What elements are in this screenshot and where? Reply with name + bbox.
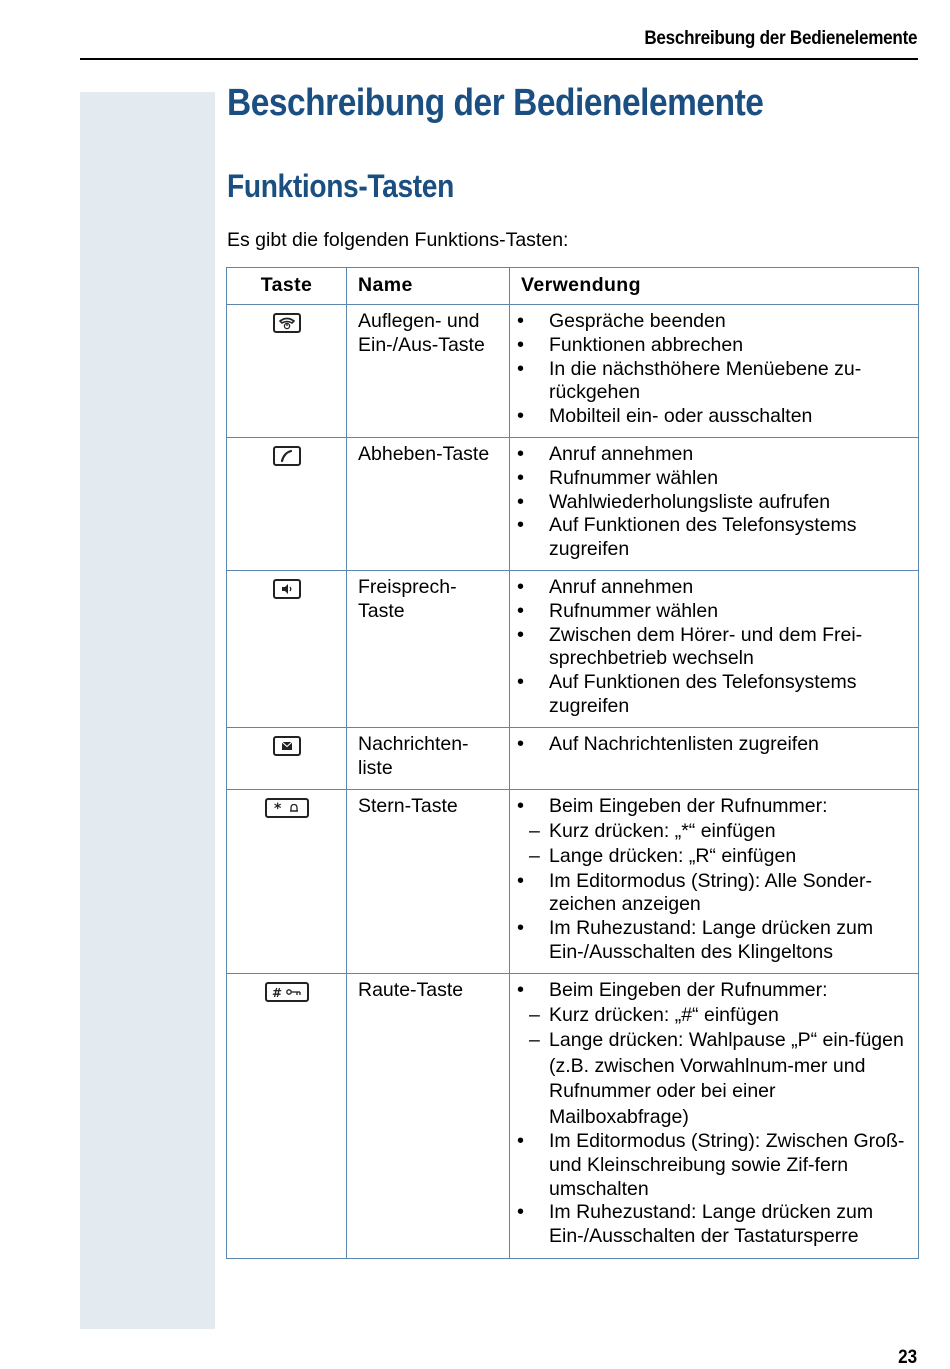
usage-subitem: – Kurz drücken: „*“ einfügen (529, 819, 914, 845)
svg-text:#: # (271, 985, 282, 1000)
key-name-line: Abheben-Taste (358, 443, 490, 465)
usage-item: • Zwischen dem Hörer- und dem Frei-sprechbetrieb wechseln (510, 624, 914, 672)
key-name-line: Ein-/Aus-Taste (358, 333, 485, 356)
usage-item: • Anruf annehmen (510, 576, 914, 600)
usage-item-text: • Beim Eingeben der Rufnummer: (549, 794, 828, 817)
key-name-line: Freisprech- (358, 575, 457, 598)
usage-item: • In die nächsthöhere Menüebene zu-rückgehen (510, 358, 914, 406)
speaker-key-icon (273, 579, 301, 599)
key-usage (510, 727, 919, 789)
key-cell (227, 973, 347, 1258)
column-header-use: Verwendung (510, 268, 919, 305)
intro-text: Es gibt die folgenden Funktions-Tasten: (227, 229, 569, 251)
column-header-key: Taste (227, 268, 347, 305)
section-title: Funktions-Tasten (227, 168, 454, 204)
key-name-line: Auflegen- und (358, 310, 480, 332)
usage-item: • Gespräche beenden (510, 310, 914, 334)
usage-item: • Im Editormodus (String): Zwischen Groß- und Kleinschreibung sowie Zif-fern umschalten (510, 1130, 914, 1201)
column-header-name: Name (347, 268, 510, 305)
key-cell (227, 570, 347, 727)
key-name (347, 438, 510, 571)
table-row (227, 305, 919, 438)
hash-key-icon (265, 982, 309, 1002)
usage-item: • Im Editormodus (String): Alle Sonder-zeichen anzeigen (510, 870, 914, 918)
usage-item-text: • Beim Eingeben der Rufnummer: (549, 978, 828, 1001)
usage-item (510, 795, 914, 870)
usage-item: • Auf Nachrichtenlisten zugreifen (510, 733, 914, 757)
key-cell (227, 789, 347, 973)
page-number: 23 (897, 1347, 917, 1368)
usage-item: • Anruf annehmen (510, 443, 914, 467)
table-row (227, 727, 919, 789)
usage-item: • Auf Funktionen des Telefonsystems zugreifen (510, 514, 914, 562)
usage-item: • Im Ruhezustand: Lange drücken zum Ein-/Ausschalten des Klingeltons (510, 917, 914, 965)
key-name-line: Nachrichten- (358, 732, 469, 755)
key-usage (510, 789, 919, 973)
key-name-line: Raute-Taste (358, 978, 464, 1001)
table-row (227, 973, 919, 1258)
key-name-line: Taste (358, 599, 405, 622)
key-cell (227, 727, 347, 789)
star-key-icon (265, 798, 309, 818)
usage-item: • Rufnummer wählen (510, 600, 914, 624)
key-cell (227, 305, 347, 438)
usage-subitem: – Lange drücken: „R“ einfügen (529, 844, 914, 870)
table-row (227, 438, 919, 571)
message-key-icon (273, 736, 301, 756)
key-name-line: Stern-Taste (358, 794, 458, 817)
key-usage (510, 305, 919, 438)
off-hook-key-icon (273, 446, 301, 466)
table-row (227, 570, 919, 727)
table-row (227, 789, 919, 973)
key-name-line: liste (358, 756, 393, 779)
key-name (347, 789, 510, 973)
key-cell (227, 438, 347, 571)
usage-item: • Auf Funktionen des Telefonsystems zugreifen (510, 671, 914, 719)
page-title: Beschreibung der Bedienelemente (227, 82, 764, 124)
function-keys-table (226, 267, 919, 1259)
usage-item: • Wahlwiederholungsliste aufrufen (510, 491, 914, 515)
key-name (347, 570, 510, 727)
key-usage (510, 570, 919, 727)
header-rule (80, 58, 918, 60)
key-name (347, 727, 510, 789)
usage-item: • Mobilteil ein- oder ausschalten (510, 405, 914, 429)
hangup-onoff-key-icon (273, 313, 301, 333)
side-band (80, 92, 215, 1329)
usage-item: • Im Ruhezustand: Lange drücken zum Ein-/Ausschalten der Tastatursperre (510, 1201, 914, 1249)
key-name (347, 973, 510, 1258)
usage-item (510, 979, 914, 1130)
usage-subitem: – Lange drücken: Wahlpause „P“ ein-fügen (z.B. zwischen Vorwahlnum-mer und Rufnummer oder bei einer Mailboxabfrage) (529, 1028, 914, 1130)
key-usage (510, 973, 919, 1258)
usage-item: • Funktionen abbrechen (510, 334, 914, 358)
svg-text:*: * (273, 800, 281, 816)
running-head: Beschreibung der Bedienelemente (644, 28, 917, 49)
usage-item: • Rufnummer wählen (510, 467, 914, 491)
key-usage (510, 438, 919, 571)
table-header-row (227, 268, 919, 305)
usage-subitem: – Kurz drücken: „#“ einfügen (529, 1003, 914, 1029)
key-name (347, 305, 510, 438)
